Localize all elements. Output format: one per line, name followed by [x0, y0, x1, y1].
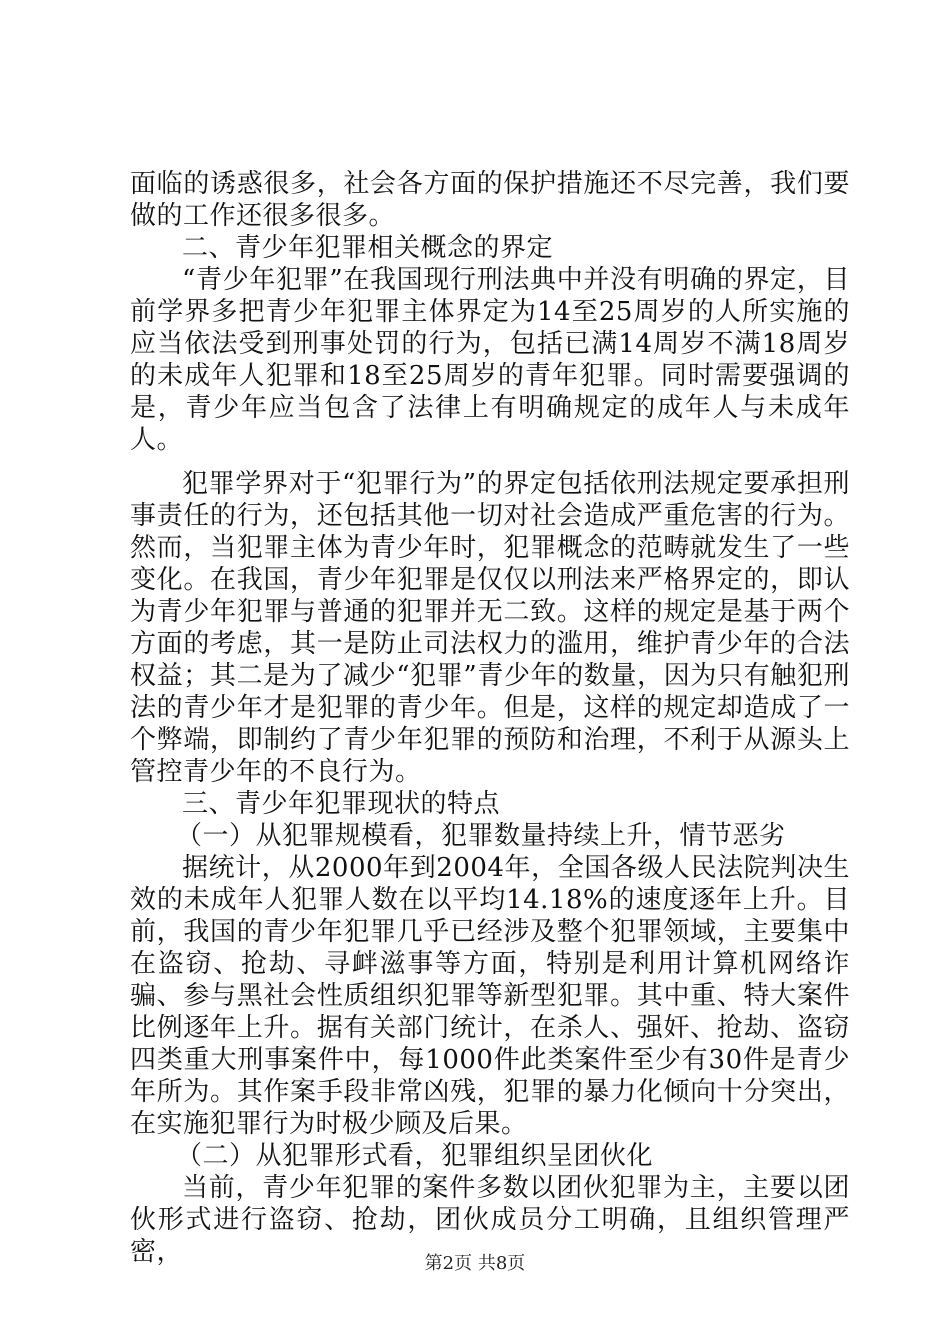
page-footer: 第2页 共8页 — [424, 1253, 526, 1274]
document-body — [130, 168, 850, 1268]
paragraph-gang-crime: 当前，青少年犯罪的案件多数以团伙犯罪为主，主要以团伙形式进行盗窃、抢劫，团伙成员分工明确，且组织管理严密， — [130, 1173, 850, 1267]
subsection-heading-1: （一）从犯罪规模看，犯罪数量持续上升，情节恶劣 — [176, 821, 786, 851]
section-heading-2: 二、青少年犯罪相关概念的界定 — [182, 233, 554, 263]
subsection-heading-2: （二）从犯罪形式看，犯罪组织呈团伙化 — [176, 1141, 654, 1171]
paragraph-continuation: 面临的诱惑很多，社会各方面的保护措施还不尽完善，我们要做的工作还很多很多。 — [130, 169, 850, 231]
paragraph-gap — [130, 456, 850, 468]
paragraph-statistics: 据统计，从2000年到2004年，全国各级人民法院判决生效的未成年人犯罪人数在以平均14.18%的速度逐年上升。目前，我国的青少年犯罪几乎已经涉及整个犯罪领域，主要集中在盗窃、抢劫、寻衅滋事等方面，特别是利用计算机网络诈骗、参与黑社会性质组织犯罪等新型犯罪。其中重、特大案件比例逐年上升。据有关部门统计，在杀人、强奸、抢劫、盗窃四类重大刑事案件中，每1000件此类案件至少有30件是青少年所为。其作案手段非常凶残，犯罪的暴力化倾向十分突出，在实施犯罪行为时极少顾及后果。 — [130, 853, 850, 1139]
paragraph-definition: “青少年犯罪”在我国现行刑法典中并没有明确的界定，目前学界多把青少年犯罪主体界定为14至25周岁的人所实施的应当依法受到刑事处罚的行为，包括已满14周岁不满18周岁的未成年人犯罪和18至25周岁的青年犯罪。同时需要强调的是，青少年应当包含了法律上有明确规定的成年人与未成年人。 — [130, 265, 850, 455]
paragraph-criminal-behavior: 犯罪学界对于“犯罪行为”的界定包括依刑法规定要承担刑事责任的行为，还包括其他一切对社会造成严重危害的行为。然而，当犯罪主体为青少年时，犯罪概念的范畴就发生了一些变化。在我国，青少年犯罪是仅仅以刑法来严格界定的，即认为青少年犯罪与普通的犯罪并无二致。这样的规定是基于两个方面的考虑，其一是防止司法权力的滥用，维护青少年的合法权益；其二是为了减少“犯罪”青少年的数量，因为只有触犯刑法的青少年才是犯罪的青少年。但是，这样的规定却造成了一个弊端，即制约了青少年犯罪的预防和治理，不利于从源头上管控青少年的不良行为。 — [130, 469, 850, 787]
section-heading-3: 三、青少年犯罪现状的特点 — [182, 789, 501, 819]
